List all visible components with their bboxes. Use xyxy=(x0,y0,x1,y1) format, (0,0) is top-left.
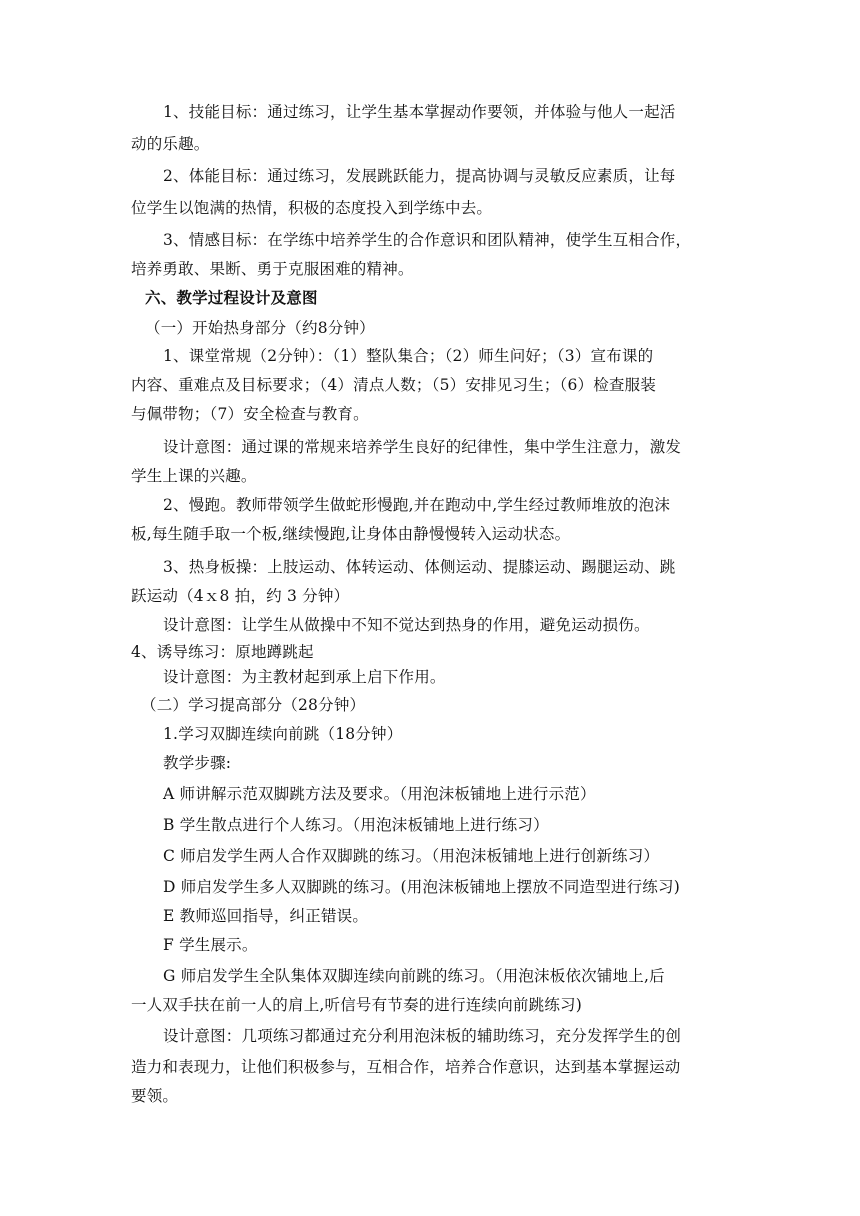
step-a: A 师讲解示范双脚跳方法及要求。（用泡沫板铺地上进行示范） xyxy=(163,785,596,803)
design-intent-1-line-2: 学生上课的兴趣。 xyxy=(131,467,257,485)
part-1-heading: （一）开始热身部分（约8分钟） xyxy=(145,319,375,337)
class-routine-line-2: 内容、重难点及目标要求；（4）清点人数；（5）安排见习生；（6）检查服装 xyxy=(131,376,657,394)
lead-in-exercise: 4、诱导练习：原地蹲跳起 xyxy=(131,643,314,661)
design-intent-4-line-1: 设计意图：几项练习都通过充分利用泡沫板的辅助练习，充分发挥学生的创 xyxy=(163,1027,682,1045)
step-d: D 师启发学生多人双脚跳的练习。(用泡沫板铺地上摆放不同造型进行练习) xyxy=(163,878,680,896)
part-2-heading: （二）学习提高部分（28分钟） xyxy=(141,696,366,714)
skill-objective-line-1: 1、技能目标：通过练习，让学生基本掌握动作要领，并体验与他人一起活 xyxy=(163,103,676,121)
physical-objective-line-1: 2、体能目标：通过练习，发展跳跃能力，提高协调与灵敏反应素质，让每 xyxy=(163,167,676,185)
jogging-line-2: 板,每生随手取一个板,继续慢跑,让身体由静慢慢转入运动状态。 xyxy=(131,525,571,543)
design-intent-3: 设计意图：为主教材起到承上启下作用。 xyxy=(163,668,446,686)
jogging-line-1: 2、慢跑。教师带领学生做蛇形慢跑,并在跑动中,学生经过教师堆放的泡沫 xyxy=(163,496,671,514)
teaching-steps-label: 教学步骤: xyxy=(163,754,232,772)
class-routine-line-3: 与佩带物；（7）安全检查与教育。 xyxy=(131,405,369,423)
skill-objective-line-2: 动的乐趣。 xyxy=(131,135,210,153)
step-f: F 学生展示。 xyxy=(163,936,258,954)
emotion-objective-line-1: 3、情感目标：在学练中培养学生的合作意识和团队精神，使学生互相合作， xyxy=(163,231,692,249)
design-intent-4-line-2: 造力和表现力，让他们积极参与，互相合作，培养合作意识，达到基本掌握运动 xyxy=(131,1058,681,1076)
design-intent-4-line-3: 要领。 xyxy=(131,1087,179,1105)
step-e: E 教师巡回指导，纠正错误。 xyxy=(163,907,369,925)
warmup-board-line-2: 跃运动（4ｘ8 拍，约 3 分钟） xyxy=(131,587,350,605)
warmup-board-line-1: 3、热身板操：上肢运动、体转运动、体侧运动、提膝运动、踢腿运动、跳 xyxy=(163,558,676,576)
section-6-heading: 六、教学过程设计及意图 xyxy=(145,289,318,307)
design-intent-1-line-1: 设计意图：通过课的常规来培养学生良好的纪律性，集中学生注意力，激发 xyxy=(163,438,682,456)
emotion-objective-line-2: 培养勇敢、果断、勇于克服困难的精神。 xyxy=(131,260,414,278)
physical-objective-line-2: 位学生以饱满的热情，积极的态度投入到学练中去。 xyxy=(131,199,493,217)
class-routine-line-1: 1、课堂常规（2分钟）：（1）整队集合；（2）师生问好；（3）宣布课的 xyxy=(163,347,654,365)
step-c: C 师启发学生两人合作双脚跳的练习。（用泡沫板铺地上进行创新练习） xyxy=(163,847,660,865)
step-g-line-2: 一人双手扶在前一人的肩上,听信号有节奏的进行连续向前跳练习) xyxy=(131,996,582,1014)
topic-heading: 1.学习双脚连续向前跳（18分钟） xyxy=(163,725,403,743)
design-intent-2: 设计意图：让学生从做操中不知不觉达到热身的作用，避免运动损伤。 xyxy=(163,616,650,634)
step-g-line-1: G 师启发学生全队集体双脚连续向前跳的练习。（用泡沫板依次铺地上,后 xyxy=(163,967,665,985)
step-b: B 学生散点进行个人练习。（用泡沫板铺地上进行练习） xyxy=(163,816,549,834)
